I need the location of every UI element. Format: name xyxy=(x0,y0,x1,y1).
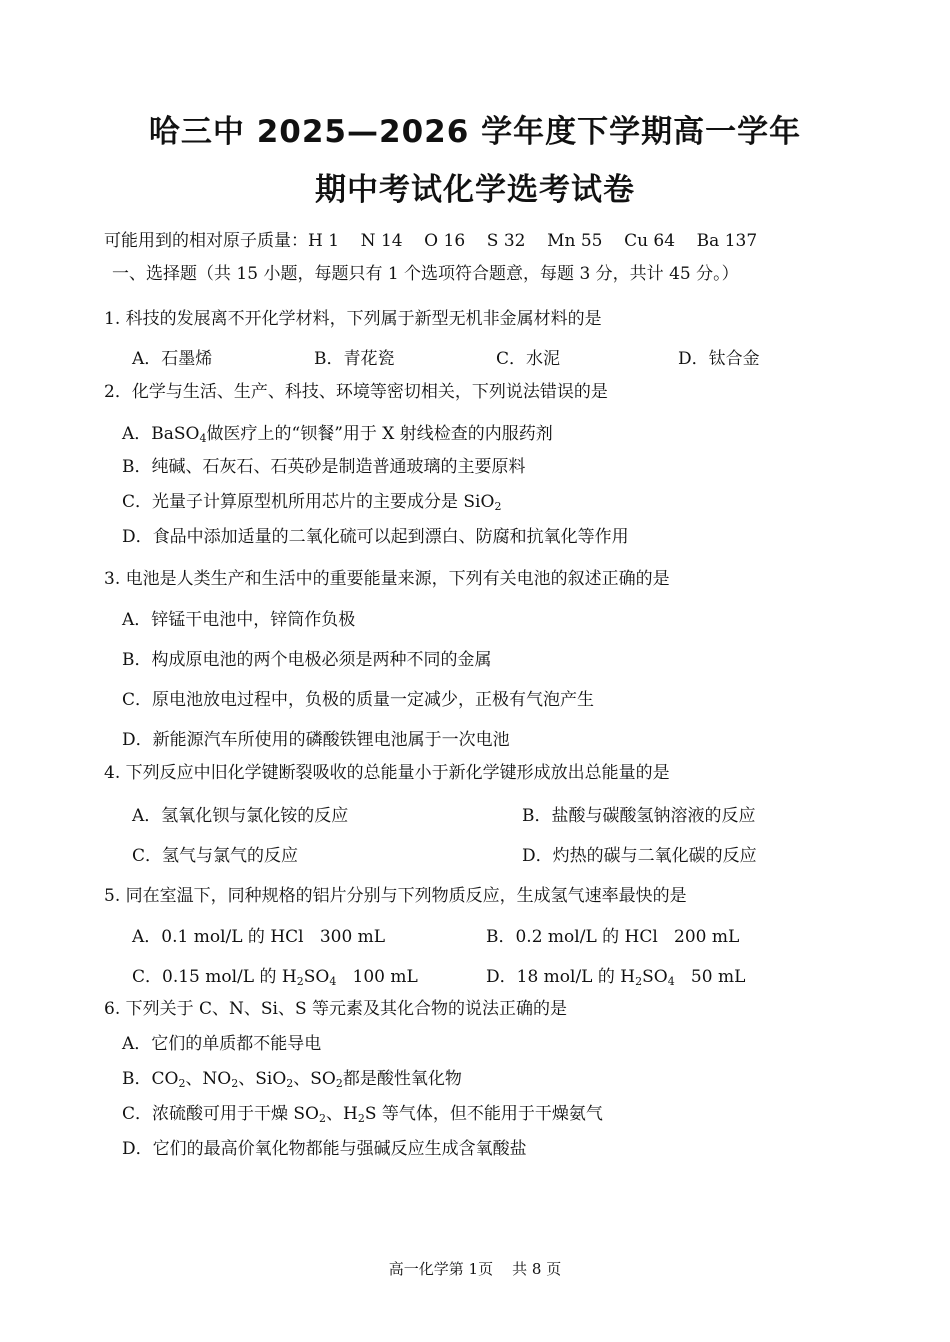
question-6-option-c xyxy=(122,1102,603,1126)
option-text: 、SO xyxy=(293,1069,336,1089)
question-4-option-d: D．灼热的碳与二氧化碳的反应 xyxy=(522,846,757,866)
question-5-option-c xyxy=(132,965,418,989)
subscript: 2 xyxy=(286,1077,294,1090)
atomic-masses: 可能用到的相对原子质量：H 1 N 14 O 16 S 32 Mn 55 Cu 64 Ba 137 xyxy=(104,231,758,251)
subscript: 2 xyxy=(231,1077,239,1090)
option-text: SO xyxy=(642,967,668,987)
subscript: 2 xyxy=(357,1112,365,1125)
question-2-option-b: B．纯碱、石灰石、石英砂是制造普通玻璃的主要原料 xyxy=(122,457,526,477)
question-5-stem: 5. 同在室温下，同种规格的铝片分别与下列物质反应，生成氢气速率最快的是 xyxy=(104,886,687,906)
question-1-option-b: B．青花瓷 xyxy=(314,349,395,369)
option-text: 50 mL xyxy=(674,967,746,987)
option-text: 做医疗上的“钡餐”用于 X 射线检查的内服药剂 xyxy=(206,424,553,444)
question-3-option-d: D．新能源汽车所使用的磷酸铁锂电池属于一次电池 xyxy=(122,730,510,750)
page-footer: 高一化学第 1页 共 8 页 xyxy=(388,1260,562,1278)
subscript: 4 xyxy=(199,432,207,445)
option-text: S 等气体，但不能用于干燥氨气 xyxy=(364,1104,603,1124)
question-4-option-a: A．氢氧化钡与氯化铵的反应 xyxy=(132,806,349,826)
question-1-option-c: C．水泥 xyxy=(496,349,561,369)
option-text: C．浓硫酸可用于干燥 SO xyxy=(122,1104,319,1124)
subscript: 2 xyxy=(178,1077,186,1090)
exam-title-line1: 哈三中 2025—2026 学年度下学期高一学年 xyxy=(148,114,802,150)
question-3-option-a: A．锌锰干电池中，锌筒作负极 xyxy=(122,610,356,630)
option-text: 、H xyxy=(326,1104,358,1124)
question-4-option-c: C．氢气与氯气的反应 xyxy=(132,846,299,866)
subscript: 2 xyxy=(335,1077,343,1090)
question-6-option-a: A．它们的单质都不能导电 xyxy=(122,1034,322,1054)
subscript: 2 xyxy=(319,1112,326,1125)
option-text: B．CO xyxy=(122,1069,179,1089)
subscript: 4 xyxy=(329,975,337,988)
question-1-option-a: A．石墨烯 xyxy=(132,349,213,369)
question-2-stem: 2．化学与生活、生产、科技、环境等密切相关，下列说法错误的是 xyxy=(104,382,608,402)
question-4-stem: 4. 下列反应中旧化学键断裂吸收的总能量小于新化学键形成放出总能量的是 xyxy=(104,763,670,783)
question-6-option-d: D．它们的最高价氧化物都能与强碱反应生成含氧酸盐 xyxy=(122,1139,527,1159)
question-3-option-c: C．原电池放电过程中，负极的质量一定减少，正极有气泡产生 xyxy=(122,690,595,710)
option-text: SO xyxy=(303,967,330,987)
question-1-option-d: D．钛合金 xyxy=(678,349,760,369)
option-text: 100 mL xyxy=(336,967,418,987)
question-4-option-b: B．盐酸与碳酸氢钠溶液的反应 xyxy=(522,806,756,826)
question-6-stem: 6. 下列关于 C、N、Si、S 等元素及其化合物的说法正确的是 xyxy=(104,999,568,1019)
question-2-option-c xyxy=(122,490,501,514)
question-5-option-b: B．0.2 mol/L 的 HCl 200 mL xyxy=(486,927,740,947)
option-text: 都是酸性氧化物 xyxy=(342,1069,462,1089)
option-text: D．18 mol/L 的 H xyxy=(486,967,636,987)
question-3-option-b: B．构成原电池的两个电极必须是两种不同的金属 xyxy=(122,650,492,670)
question-5-option-d xyxy=(486,965,745,989)
exam-title-line2: 期中考试化学选考试卷 xyxy=(315,172,635,208)
option-text: C．0.15 mol/L 的 H xyxy=(132,967,297,987)
question-6-option-b xyxy=(122,1067,462,1091)
option-text: A．BaSO xyxy=(122,424,200,444)
question-1-stem: 1. 科技的发展离不开化学材料，下列属于新型无机非金属材料的是 xyxy=(104,309,602,329)
question-2-option-a xyxy=(122,422,553,446)
subscript: 2 xyxy=(635,975,643,988)
question-5-option-a: A．0.1 mol/L 的 HCl 300 mL xyxy=(132,927,386,947)
subscript: 2 xyxy=(494,500,502,513)
question-3-stem: 3. 电池是人类生产和生活中的重要能量来源，下列有关电池的叙述正确的是 xyxy=(104,569,670,589)
section-heading: 一、选择题（共 15 小题，每题只有 1 个选项符合题意，每题 3 分，共计 45 分。） xyxy=(112,264,739,284)
option-text: 、NO xyxy=(185,1069,232,1089)
option-text: C．光量子计算原型机所用芯片的主要成分是 SiO xyxy=(122,492,495,512)
question-2-option-d: D．食品中添加适量的二氧化硫可以起到漂白、防腐和抗氧化等作用 xyxy=(122,527,629,547)
subscript: 4 xyxy=(667,975,675,988)
subscript: 2 xyxy=(296,975,304,988)
option-text: 、SiO xyxy=(238,1069,287,1089)
